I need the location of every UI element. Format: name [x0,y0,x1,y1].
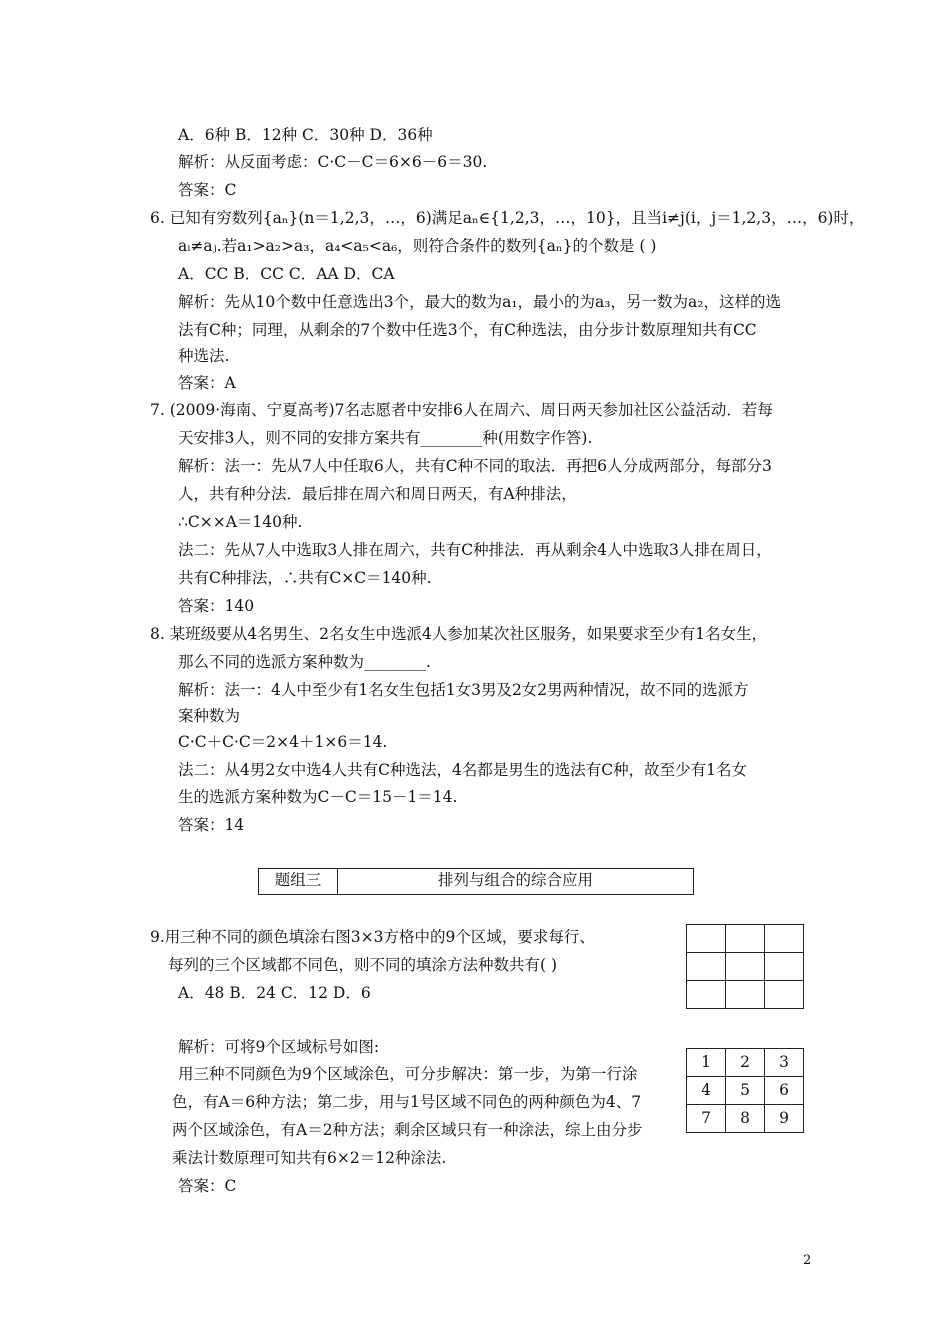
grid-cell [687,953,726,981]
q9-solution-line3: 色，有A＝6种方法；第二步，用与1号区域不同色的两种颜色为4、7 [172,1093,642,1111]
q9-solution-line1: 解析：可将9个区域标号如图: [178,1038,380,1056]
q7-answer: 答案：140 [178,597,255,615]
grid-cell [726,953,765,981]
grid-cell [687,981,726,1009]
q8-solution-line3: C·C＋C·C＝2×4＋1×6＝14. [178,733,388,751]
q7-stem-line2: 天安排3人，则不同的安排方案共有________种(用数字作答). [178,429,593,447]
q9-options: A．48 B．24 C．12 D．6 [178,984,371,1002]
blank-grid [686,924,804,1009]
q9-solution-line5: 乘法计数原理可知共有6×2＝12种涂法. [172,1149,447,1167]
q7-solution-line5: 共有C种排法，∴共有C×C＝140种. [178,569,432,587]
grid-cell [765,925,804,953]
q7-solution-line2: 人，共有种分法．最后排在周六和周日两天，有A种排法， [178,485,577,503]
q5-answer: 答案：C [178,181,237,199]
q8-stem-line2: 那么不同的选派方案种数为________. [178,653,431,671]
q6-solution-line1: 解析：先从10个数中任意选出3个，最大的数为a₁，最小的为a₃，另一数为a₂，这样的选 [178,293,781,311]
q6-solution-line2: 法有C种；同理，从剩余的7个数中任选3个，有C种选法，由分步计数原理知共有CC [178,321,757,339]
q5-options: A．6种 B．12种 C．30种 D．36种 [178,126,433,144]
q8-solution-line4: 法二：从4男2女中选4人共有C种选法，4名都是男生的选法有C种，故至少有1名女 [178,761,748,779]
q9-stem-line1: 9.用三种不同的颜色填涂右图3×3方格中的9个区域，要求每行、 [150,928,595,946]
grid-cell-9: 9 [765,1105,804,1133]
q8-stem-line1: 8. 某班级要从4名男生、2名女生中选派4人参加某次社区服务，如果要求至少有1名女生， [150,625,768,643]
grid-cell [765,953,804,981]
numbered-grid [686,1048,804,1133]
grid-cell-7: 7 [687,1105,726,1133]
q6-options: A．CC B．CC C．AA D．CA [178,265,395,283]
grid-cell [726,925,765,953]
q7-solution-line3: ∴C××A＝140种. [178,513,303,531]
q9-solution-line4: 两个区域涂色，有A＝2种方法；剩余区域只有一种涂法，综上由分步 [172,1121,643,1139]
q6-solution-line3: 种选法. [178,347,230,365]
grid-cell [765,981,804,1009]
q7-stem-line1: 7. (2009·海南、宁夏高考)7名志愿者中安排6人在周六、周日两天参加社区公益活动．若每 [150,401,773,419]
grid-cell-6: 6 [765,1077,804,1105]
grid-cell-8: 8 [726,1105,765,1133]
grid-cell-3: 3 [765,1049,804,1077]
q8-solution-line1: 解析：法一：4人中至少有1名女生包括1女3男及2女2男两种情况，故不同的选派方 [178,681,749,699]
section-header [258,868,694,895]
grid-cell-2: 2 [726,1049,765,1077]
q9-answer: 答案：C [178,1177,237,1195]
q6-answer: 答案：A [178,374,236,392]
q6-stem-line1: 6. 已知有穷数列{aₙ}(n＝1,2,3，…，6)满足aₙ∈{1,2,3，…，10}，且当i≠j(i，j＝1,2,3，…，6)时， [150,209,865,227]
q8-solution-line2: 案种数为 [178,707,241,725]
q8-solution-line5: 生的选派方案种数为C－C＝15－1＝14. [178,788,458,806]
q5-solution: 解析：从反面考虑：C·C－C＝6×6－6＝30. [178,153,488,171]
grid-cell-1: 1 [687,1049,726,1077]
grid-cell [726,981,765,1009]
q7-solution-line1: 解析：法一：先从7人中任取6人，共有C种不同的取法．再把6人分成两部分，每部分3 [178,457,772,475]
grid-cell [687,925,726,953]
grid-cell-5: 5 [726,1077,765,1105]
q7-solution-line4: 法二：先从7人中选取3人排在周六，共有C种排法．再从剩余4人中选取3人排在周日， [178,541,772,559]
section-title: 排列与组合的综合应用 [437,871,593,889]
page-number: 2 [803,1253,812,1268]
q9-solution-line2: 用三种不同颜色为9个区域涂色，可分步解决：第一步，为第一行涂 [178,1065,638,1083]
q9-stem-line2: 每列的三个区域都不同色，则不同的填涂方法种数共有( ) [168,956,558,974]
grid-cell-4: 4 [687,1077,726,1105]
q6-stem-line2: aᵢ≠aⱼ.若a₁>a₂>a₃，a₄<a₅<a₆，则符合条件的数列{aₙ}的个数是 ( ) [178,237,657,255]
q8-answer: 答案：14 [178,816,245,834]
section-label: 题组三 [259,869,338,894]
